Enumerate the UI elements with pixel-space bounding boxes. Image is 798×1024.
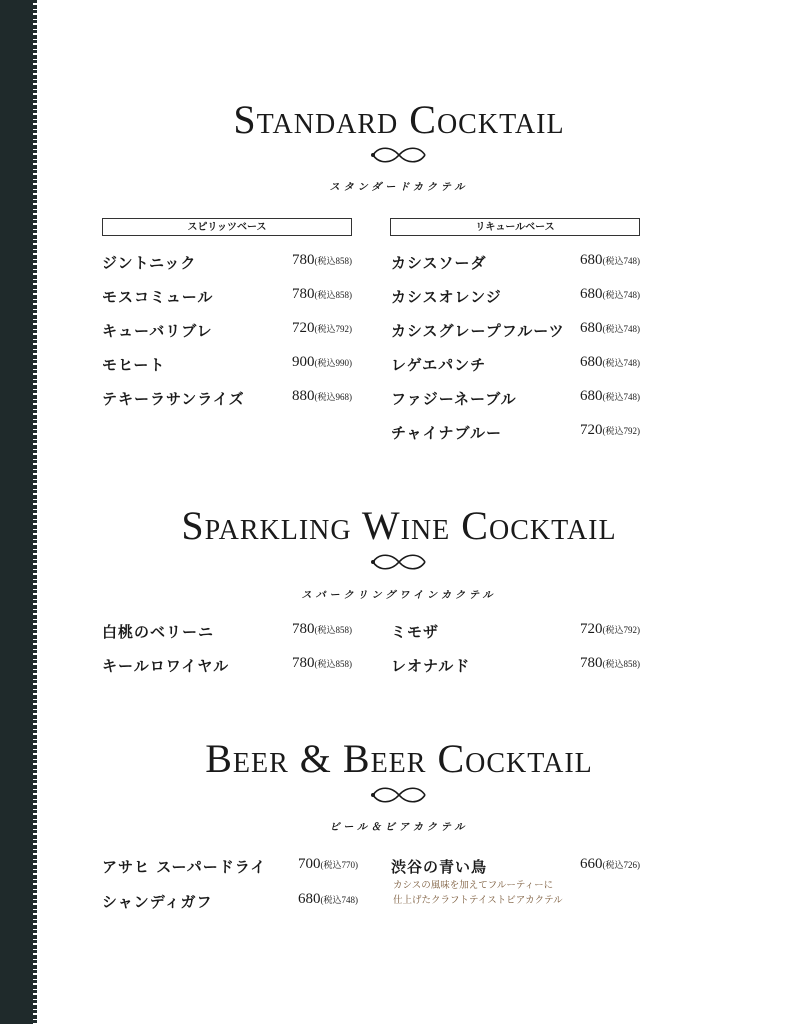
price-value: 680 [580, 252, 603, 268]
item-name: キールロワイヤル [102, 657, 230, 675]
menu-item [391, 320, 640, 346]
price-tax-included: (税込770) [320, 860, 358, 870]
price-value: 680 [298, 891, 321, 907]
section-title-sparkling: Sparkling Wine Cocktail [181, 503, 617, 548]
price-value: 680 [580, 286, 603, 302]
section-subtitle-standard: スタンダードカクテル [329, 182, 469, 193]
menu-item [102, 388, 352, 414]
price-value: 700 [298, 856, 321, 872]
menu-item [102, 354, 352, 380]
item-price [580, 856, 640, 873]
price-tax-included: (税込858) [314, 625, 352, 635]
price-value: 880 [292, 388, 315, 404]
item-price [298, 891, 358, 908]
menu-item [102, 320, 352, 346]
item-price [580, 354, 640, 371]
price-value: 720 [292, 320, 315, 336]
price-tax-included: (税込748) [602, 256, 640, 266]
item-name: レオナルド [391, 657, 471, 675]
item-name: モスコミュール [102, 288, 214, 306]
item-price [292, 320, 352, 337]
item-name: キューバリブレ [102, 322, 213, 340]
item-name: 渋谷の青い鳥 [391, 858, 488, 876]
menu-item [102, 856, 358, 882]
item-name: カシスソーダ [391, 254, 487, 272]
price-tax-included: (税込858) [602, 659, 640, 669]
item-name: モヒート [102, 356, 166, 374]
menu-item [391, 354, 640, 380]
item-price [292, 252, 352, 269]
item-name: レゲエパンチ [391, 356, 487, 374]
price-tax-included: (税込748) [602, 290, 640, 300]
price-tax-included: (税込726) [602, 860, 640, 870]
menu-item [391, 252, 640, 278]
price-tax-included: (税込858) [314, 659, 352, 669]
item-price [292, 286, 352, 303]
item-name: カシスオレンジ [391, 288, 502, 306]
price-tax-included: (税込792) [602, 625, 640, 635]
price-tax-included: (税込748) [320, 895, 358, 905]
item-price [580, 388, 640, 405]
item-price [292, 388, 352, 405]
section-subtitle-beer: ビール＆ビアカクテル [329, 822, 469, 833]
item-price [580, 320, 640, 337]
price-value: 780 [580, 655, 603, 671]
item-name: チャイナブルー [391, 424, 502, 442]
description-line-2: 仕上げたクラフトテイストビアカクテル [393, 895, 563, 906]
item-name: カシスグレープフルーツ [391, 322, 565, 340]
price-value: 780 [292, 655, 315, 671]
price-tax-included: (税込792) [602, 426, 640, 436]
menu-item [102, 621, 352, 647]
item-price [580, 621, 640, 638]
flourish-ornament-icon [0, 144, 798, 170]
menu-item [102, 286, 352, 312]
menu-item [102, 891, 358, 917]
item-name: ジントニック [102, 254, 197, 272]
price-tax-included: (税込748) [602, 324, 640, 334]
flourish-ornament-icon [0, 551, 798, 577]
price-tax-included: (税込858) [314, 256, 352, 266]
menu-item [102, 252, 352, 278]
description-line-1: カシスの風味を加えてフルーティーに [393, 880, 554, 891]
section-subtitle-sparkling: スパークリングワインカクテル [301, 590, 497, 601]
menu-item [391, 621, 640, 647]
item-price [292, 621, 352, 638]
price-value: 780 [292, 286, 315, 302]
price-tax-included: (税込990) [314, 358, 352, 368]
item-name: テキーラサンライズ [102, 390, 245, 408]
price-value: 680 [580, 320, 603, 336]
price-value: 720 [580, 422, 603, 438]
item-price [580, 252, 640, 269]
flourish-ornament-icon [0, 784, 798, 810]
item-name: 白桃のベリーニ [102, 623, 215, 641]
price-value: 680 [580, 354, 603, 370]
price-tax-included: (税込748) [602, 358, 640, 368]
category-spirits-base: スピリッツベース [102, 218, 352, 236]
category-liqueur-base: リキュールベース [390, 218, 640, 236]
item-description [393, 878, 563, 908]
menu-item [102, 655, 352, 681]
menu-item [391, 655, 640, 681]
price-tax-included: (税込858) [314, 290, 352, 300]
item-name: ミモザ [391, 623, 440, 641]
item-price [292, 655, 352, 672]
price-value: 720 [580, 621, 603, 637]
price-tax-included: (税込968) [314, 392, 352, 402]
item-price [580, 655, 640, 672]
price-tax-included: (税込792) [314, 324, 352, 334]
menu-item [391, 286, 640, 312]
item-name: アサヒ スーパードライ [102, 858, 267, 876]
price-value: 780 [292, 621, 315, 637]
item-price [580, 422, 640, 439]
section-title-beer: Beer & Beer Cocktail [205, 736, 593, 781]
price-value: 900 [292, 354, 315, 370]
item-price [298, 856, 358, 873]
menu-item [391, 388, 640, 414]
item-name: シャンディガフ [102, 893, 213, 911]
item-price [292, 354, 352, 371]
price-value: 680 [580, 388, 603, 404]
price-tax-included: (税込748) [602, 392, 640, 402]
item-name: ファジーネーブル [391, 390, 517, 408]
section-title-standard: Standard Cocktail [233, 97, 565, 142]
menu-item [391, 422, 640, 448]
item-price [580, 286, 640, 303]
price-value: 780 [292, 252, 315, 268]
price-value: 660 [580, 856, 603, 872]
